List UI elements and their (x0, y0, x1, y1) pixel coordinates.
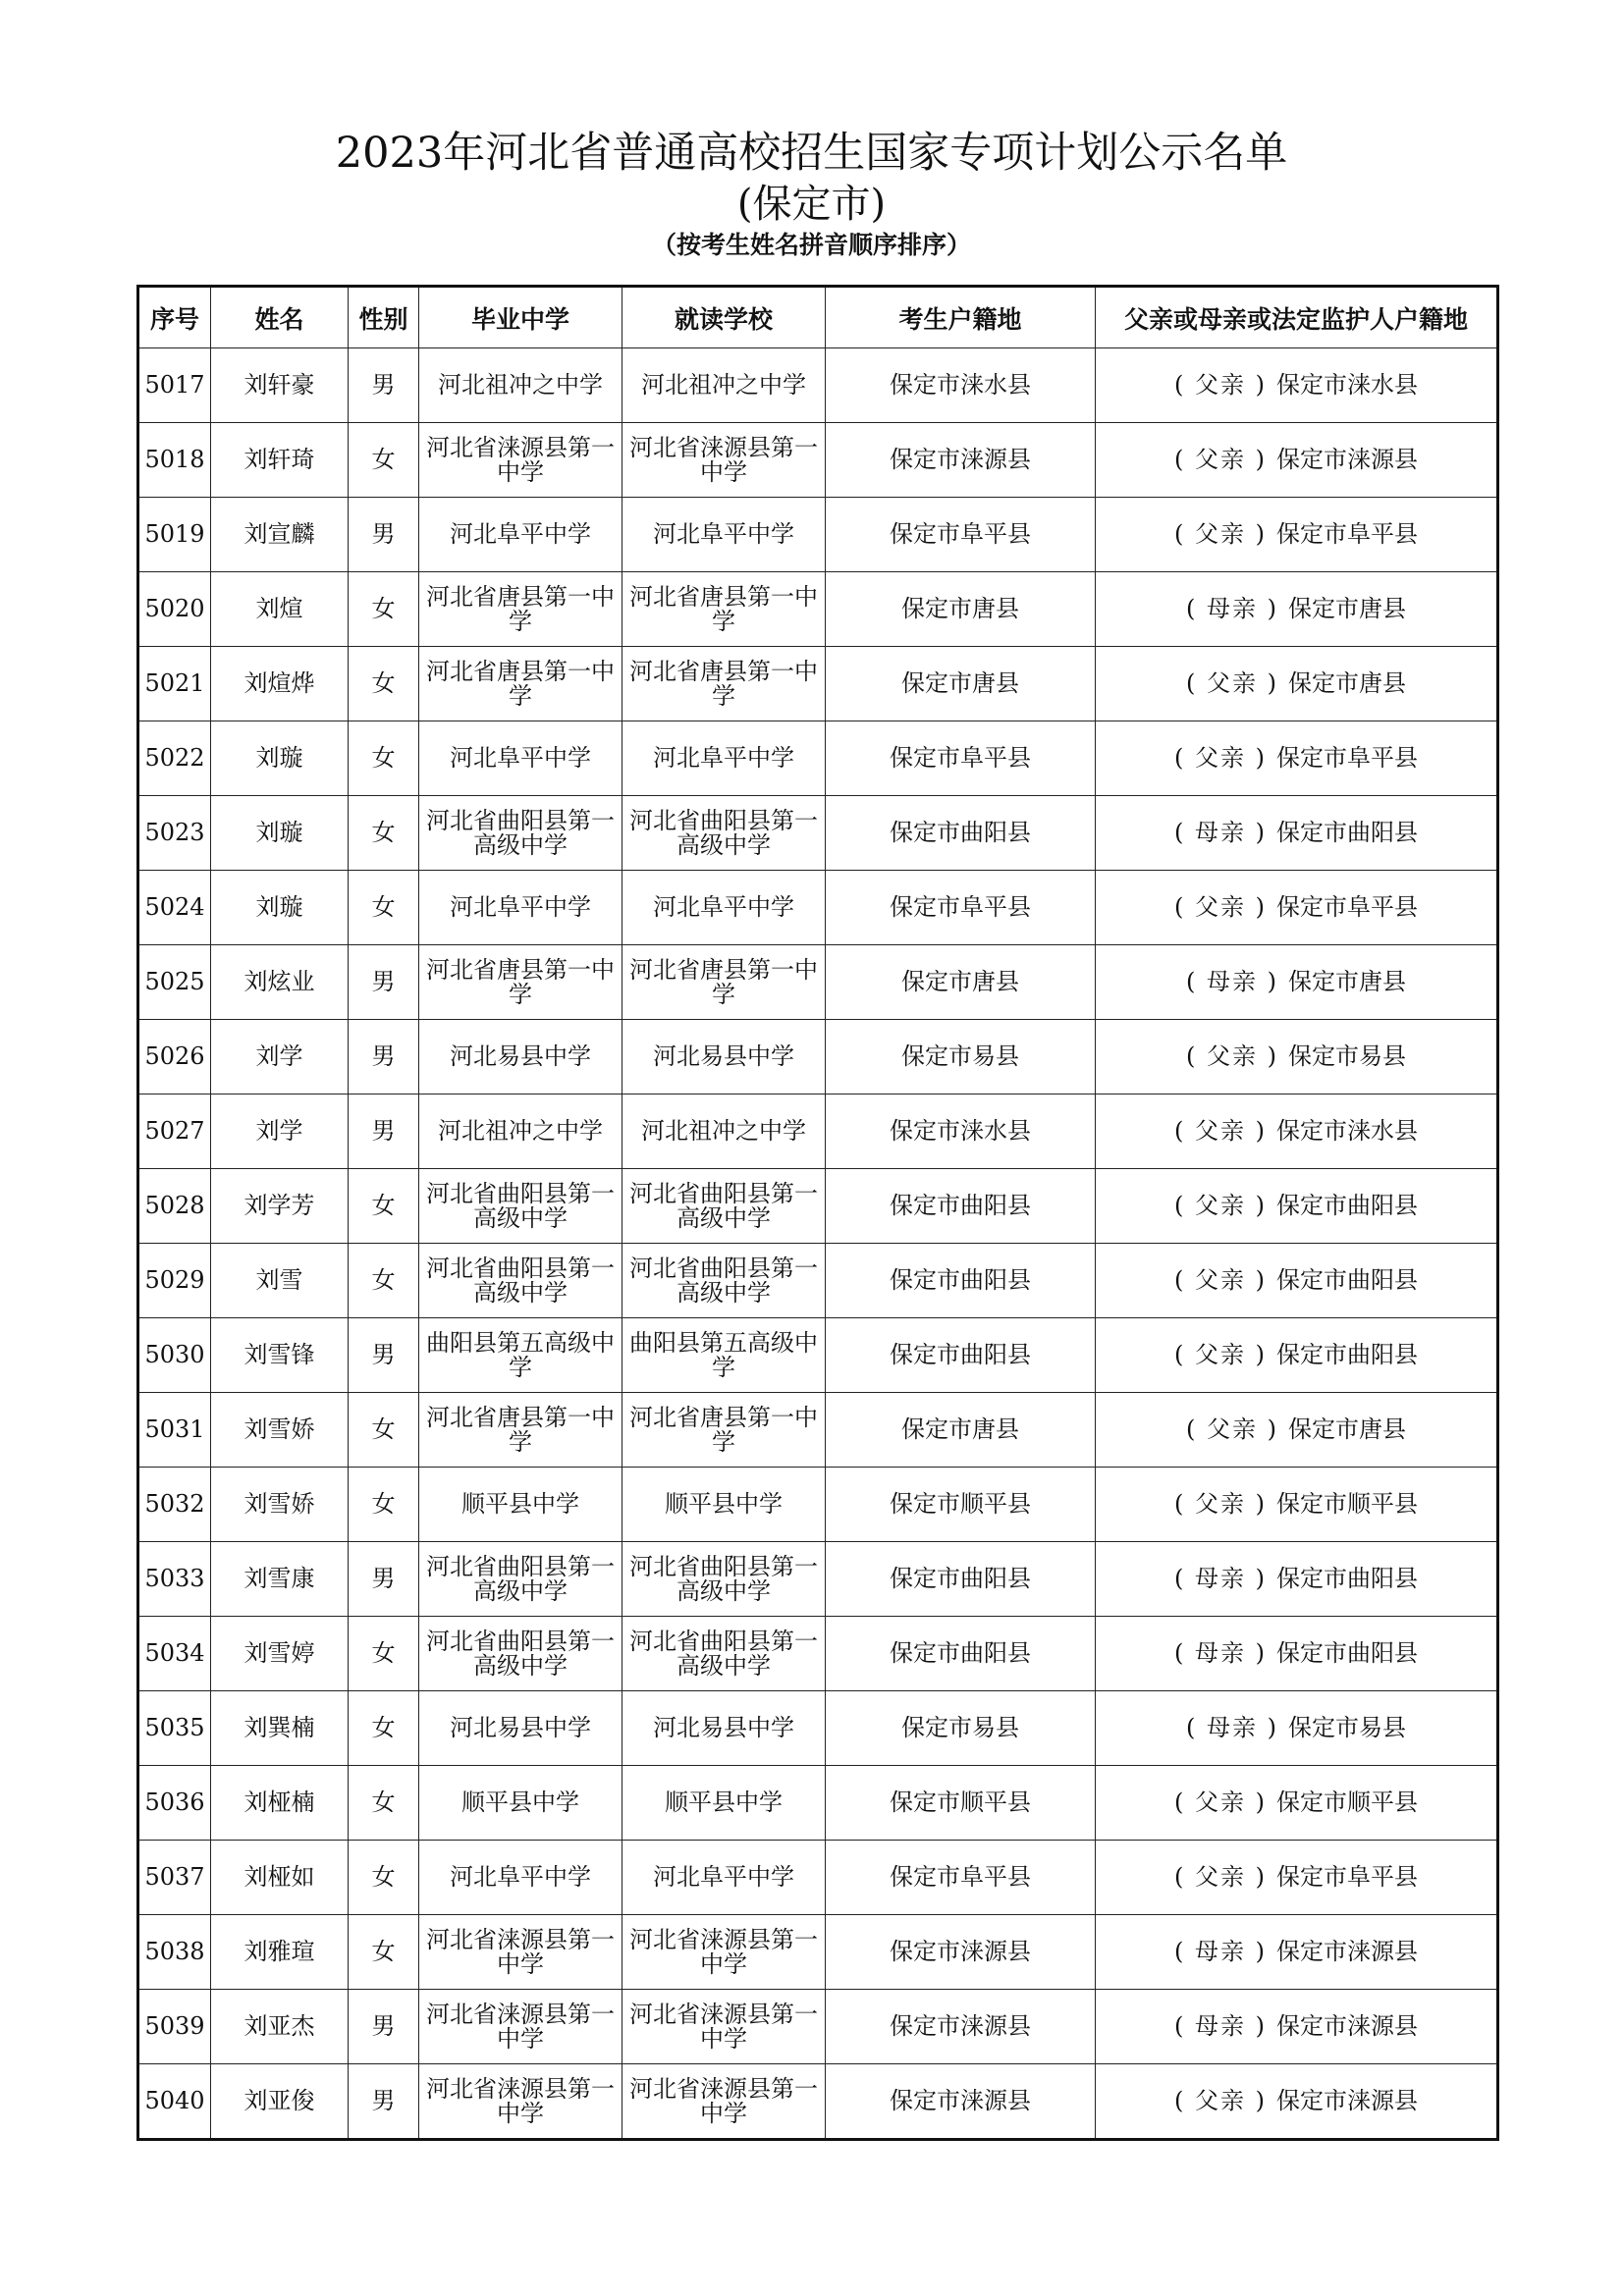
guardian-place: 保定市涞源县 (1275, 1938, 1418, 1965)
current-school-cell: 河北阜平中学 (622, 1841, 826, 1915)
guardian-relation: ( 父亲 ) (1174, 1341, 1267, 1368)
household-cell: 保定市曲阳县 (826, 1169, 1096, 1244)
gender-cell: 女 (349, 1841, 419, 1915)
gender-cell: 女 (349, 1244, 419, 1318)
current-school-cell: 河北省曲阳县第一高级中学 (622, 1169, 826, 1244)
guardian-relation: ( 父亲 ) (1174, 520, 1267, 548)
seq-cell: 5019 (138, 498, 211, 572)
gender-cell: 女 (349, 1468, 419, 1542)
header-name: 姓名 (211, 287, 349, 348)
household-cell: 保定市曲阳县 (826, 796, 1096, 871)
table-row (138, 1542, 1498, 1617)
gender-cell: 男 (349, 1542, 419, 1617)
seq-cell: 5028 (138, 1169, 211, 1244)
guardian-relation: ( 父亲 ) (1174, 1789, 1267, 1816)
seq-cell: 5034 (138, 1617, 211, 1691)
gender-cell: 女 (349, 423, 419, 498)
name-cell: 刘学 (211, 1095, 349, 1169)
guardian-relation: ( 母亲 ) (1186, 1714, 1278, 1741)
guardian-relation: ( 父亲 ) (1174, 1266, 1267, 1294)
guardian-cell (1096, 1020, 1498, 1095)
guardian-relation: ( 父亲 ) (1186, 1415, 1278, 1443)
household-cell: 保定市涞源县 (826, 1990, 1096, 2064)
guardian-relation: ( 父亲 ) (1186, 1042, 1278, 1070)
gender-cell: 男 (349, 2064, 419, 2140)
name-cell: 刘煊烨 (211, 647, 349, 721)
gender-cell: 男 (349, 945, 419, 1020)
header-grad-school: 毕业中学 (419, 287, 622, 348)
name-cell: 刘学 (211, 1020, 349, 1095)
document-subtitle: (保定市) (736, 182, 887, 227)
guardian-relation: ( 母亲 ) (1186, 968, 1278, 995)
household-cell: 保定市曲阳县 (826, 1318, 1096, 1393)
table-row (138, 1393, 1498, 1468)
guardian-cell (1096, 572, 1498, 647)
guardian-cell (1096, 1393, 1498, 1468)
seq-cell: 5024 (138, 871, 211, 945)
guardian-place: 保定市曲阳县 (1275, 1639, 1418, 1667)
guardian-cell (1096, 1617, 1498, 1691)
grad-school-cell: 河北祖冲之中学 (419, 1095, 622, 1169)
gender-cell: 女 (349, 1169, 419, 1244)
grad-school-cell: 河北省涞源县第一中学 (419, 1990, 622, 2064)
gender-cell: 女 (349, 796, 419, 871)
household-cell: 保定市顺平县 (826, 1468, 1096, 1542)
name-cell: 刘璇 (211, 796, 349, 871)
grad-school-cell: 河北阜平中学 (419, 871, 622, 945)
guardian-relation: ( 父亲 ) (1174, 1192, 1267, 1219)
guardian-cell (1096, 1468, 1498, 1542)
gender-cell: 男 (349, 1318, 419, 1393)
grad-school-cell: 河北省涞源县第一中学 (419, 2064, 622, 2140)
household-cell: 保定市唐县 (826, 1393, 1096, 1468)
guardian-place: 保定市曲阳县 (1275, 1341, 1418, 1368)
guardian-cell (1096, 1095, 1498, 1169)
seq-cell: 5027 (138, 1095, 211, 1169)
current-school-cell: 顺平县中学 (622, 1468, 826, 1542)
guardian-cell (1096, 647, 1498, 721)
grad-school-cell: 顺平县中学 (419, 1766, 622, 1841)
name-cell: 刘雪康 (211, 1542, 349, 1617)
table-row (138, 1915, 1498, 1990)
household-cell: 保定市阜平县 (826, 1841, 1096, 1915)
table-row (138, 796, 1498, 871)
name-cell: 刘雅瑄 (211, 1915, 349, 1990)
grad-school-cell: 河北阜平中学 (419, 721, 622, 796)
current-school-cell: 河北易县中学 (622, 1020, 826, 1095)
guardian-relation: ( 父亲 ) (1186, 669, 1278, 697)
seq-cell: 5032 (138, 1468, 211, 1542)
table-row (138, 1095, 1498, 1169)
sort-note: （按考生姓名拼音顺序排序） (651, 231, 971, 259)
name-cell: 刘雪婷 (211, 1617, 349, 1691)
current-school-cell: 河北省涞源县第一中学 (622, 1915, 826, 1990)
table-row (138, 1691, 1498, 1766)
guardian-cell (1096, 871, 1498, 945)
guardian-cell (1096, 348, 1498, 423)
gender-cell: 男 (349, 348, 419, 423)
gender-cell: 男 (349, 498, 419, 572)
guardian-place: 保定市阜平县 (1275, 520, 1418, 548)
guardian-cell (1096, 796, 1498, 871)
gender-cell: 女 (349, 1691, 419, 1766)
seq-cell: 5018 (138, 423, 211, 498)
guardian-place: 保定市易县 (1287, 1042, 1406, 1070)
table-row (138, 348, 1498, 423)
guardian-relation: ( 父亲 ) (1174, 1863, 1267, 1891)
household-cell: 保定市易县 (826, 1020, 1096, 1095)
gender-cell: 男 (349, 1020, 419, 1095)
name-cell: 刘雪娇 (211, 1393, 349, 1468)
seq-cell: 5038 (138, 1915, 211, 1990)
household-cell: 保定市易县 (826, 1691, 1096, 1766)
table-row (138, 1169, 1498, 1244)
grad-school-cell: 河北省曲阳县第一高级中学 (419, 1244, 622, 1318)
current-school-cell: 河北省唐县第一中学 (622, 1393, 826, 1468)
guardian-relation: ( 父亲 ) (1174, 744, 1267, 772)
name-cell: 刘学芳 (211, 1169, 349, 1244)
guardian-place: 保定市顺平县 (1275, 1490, 1418, 1518)
grad-school-cell: 河北省曲阳县第一高级中学 (419, 796, 622, 871)
household-cell: 保定市曲阳县 (826, 1244, 1096, 1318)
guardian-cell (1096, 1766, 1498, 1841)
header-guardian: 父亲或母亲或法定监护人户籍地 (1096, 287, 1498, 348)
table-row (138, 1468, 1498, 1542)
seq-cell: 5020 (138, 572, 211, 647)
name-cell: 刘巽楠 (211, 1691, 349, 1766)
name-cell: 刘雪 (211, 1244, 349, 1318)
seq-cell: 5026 (138, 1020, 211, 1095)
household-cell: 保定市唐县 (826, 647, 1096, 721)
current-school-cell: 河北省唐县第一中学 (622, 945, 826, 1020)
household-cell: 保定市涞水县 (826, 348, 1096, 423)
guardian-place: 保定市阜平县 (1275, 1863, 1418, 1891)
table-row (138, 1020, 1498, 1095)
current-school-cell: 河北祖冲之中学 (622, 1095, 826, 1169)
gender-cell: 女 (349, 1766, 419, 1841)
table-row (138, 1990, 1498, 2064)
guardian-place: 保定市唐县 (1287, 968, 1406, 995)
grad-school-cell: 河北祖冲之中学 (419, 348, 622, 423)
gender-cell: 女 (349, 1915, 419, 1990)
guardian-place: 保定市易县 (1287, 1714, 1406, 1741)
table-row (138, 1318, 1498, 1393)
header-household: 考生户籍地 (826, 287, 1096, 348)
household-cell: 保定市涞源县 (826, 423, 1096, 498)
guardian-place: 保定市曲阳县 (1275, 1192, 1418, 1219)
grad-school-cell: 河北省涞源县第一中学 (419, 1915, 622, 1990)
grad-school-cell: 河北省唐县第一中学 (419, 1393, 622, 1468)
header-seq: 序号 (138, 287, 211, 348)
guardian-relation: ( 母亲 ) (1174, 1938, 1267, 1965)
guardian-cell (1096, 1542, 1498, 1617)
table-row (138, 2064, 1498, 2140)
current-school-cell: 河北阜平中学 (622, 498, 826, 572)
guardian-place: 保定市涞源县 (1275, 2087, 1418, 2114)
seq-cell: 5037 (138, 1841, 211, 1915)
current-school-cell: 曲阳县第五高级中学 (622, 1318, 826, 1393)
seq-cell: 5033 (138, 1542, 211, 1617)
header-current-school: 就读学校 (622, 287, 826, 348)
grad-school-cell: 河北阜平中学 (419, 1841, 622, 1915)
grad-school-cell: 河北省唐县第一中学 (419, 647, 622, 721)
table-row (138, 945, 1498, 1020)
guardian-cell (1096, 1318, 1498, 1393)
grad-school-cell: 河北省涞源县第一中学 (419, 423, 622, 498)
table-row (138, 572, 1498, 647)
guardian-cell (1096, 1169, 1498, 1244)
household-cell: 保定市曲阳县 (826, 1617, 1096, 1691)
header-gender: 性别 (349, 287, 419, 348)
guardian-place: 保定市曲阳县 (1275, 1565, 1418, 1592)
current-school-cell: 河北省唐县第一中学 (622, 572, 826, 647)
guardian-place: 保定市涞源县 (1275, 2012, 1418, 2040)
gender-cell: 男 (349, 1095, 419, 1169)
guardian-relation: ( 父亲 ) (1174, 446, 1267, 473)
guardian-relation: ( 父亲 ) (1174, 1490, 1267, 1518)
seq-cell: 5040 (138, 2064, 211, 2140)
seq-cell: 5021 (138, 647, 211, 721)
name-cell: 刘炫业 (211, 945, 349, 1020)
table-row (138, 498, 1498, 572)
guardian-relation: ( 父亲 ) (1174, 893, 1267, 921)
grad-school-cell: 顺平县中学 (419, 1468, 622, 1542)
grad-school-cell: 曲阳县第五高级中学 (419, 1318, 622, 1393)
gender-cell: 女 (349, 572, 419, 647)
household-cell: 保定市唐县 (826, 572, 1096, 647)
household-cell: 保定市曲阳县 (826, 1542, 1096, 1617)
seq-cell: 5029 (138, 1244, 211, 1318)
current-school-cell: 河北省曲阳县第一高级中学 (622, 1244, 826, 1318)
guardian-cell (1096, 721, 1498, 796)
guardian-cell (1096, 1244, 1498, 1318)
guardian-cell (1096, 1990, 1498, 2064)
gender-cell: 女 (349, 1393, 419, 1468)
table-row (138, 647, 1498, 721)
seq-cell: 5039 (138, 1990, 211, 2064)
household-cell: 保定市阜平县 (826, 721, 1096, 796)
roster-table (136, 285, 1499, 2141)
name-cell: 刘宣麟 (211, 498, 349, 572)
guardian-place: 保定市曲阳县 (1275, 819, 1418, 846)
grad-school-cell: 河北阜平中学 (419, 498, 622, 572)
guardian-cell (1096, 945, 1498, 1020)
guardian-place: 保定市涞水县 (1275, 1117, 1418, 1145)
household-cell: 保定市阜平县 (826, 498, 1096, 572)
current-school-cell: 河北省曲阳县第一高级中学 (622, 796, 826, 871)
guardian-relation: ( 母亲 ) (1174, 2012, 1267, 2040)
seq-cell: 5030 (138, 1318, 211, 1393)
guardian-relation: ( 父亲 ) (1174, 371, 1267, 399)
current-school-cell: 顺平县中学 (622, 1766, 826, 1841)
guardian-relation: ( 父亲 ) (1174, 2087, 1267, 2114)
grad-school-cell: 河北易县中学 (419, 1691, 622, 1766)
guardian-place: 保定市涞水县 (1275, 371, 1418, 399)
seq-cell: 5036 (138, 1766, 211, 1841)
guardian-place: 保定市唐县 (1287, 1415, 1406, 1443)
name-cell: 刘煊 (211, 572, 349, 647)
guardian-relation: ( 母亲 ) (1174, 1565, 1267, 1592)
gender-cell: 女 (349, 871, 419, 945)
gender-cell: 女 (349, 647, 419, 721)
guardian-place: 保定市曲阳县 (1275, 1266, 1418, 1294)
household-cell: 保定市阜平县 (826, 871, 1096, 945)
grad-school-cell: 河北易县中学 (419, 1020, 622, 1095)
guardian-cell (1096, 1915, 1498, 1990)
name-cell: 刘亚杰 (211, 1990, 349, 2064)
table-row (138, 1244, 1498, 1318)
guardian-cell (1096, 1841, 1498, 1915)
gender-cell: 女 (349, 721, 419, 796)
current-school-cell: 河北省曲阳县第一高级中学 (622, 1617, 826, 1691)
grad-school-cell: 河北省曲阳县第一高级中学 (419, 1542, 622, 1617)
guardian-cell (1096, 498, 1498, 572)
name-cell: 刘璇 (211, 871, 349, 945)
name-cell: 刘轩豪 (211, 348, 349, 423)
name-cell: 刘雪锋 (211, 1318, 349, 1393)
document-title: 2023年河北省普通高校招生国家专项计划公示名单 (335, 129, 1288, 178)
current-school-cell: 河北易县中学 (622, 1691, 826, 1766)
seq-cell: 5035 (138, 1691, 211, 1766)
guardian-cell (1096, 423, 1498, 498)
current-school-cell: 河北省涞源县第一中学 (622, 1990, 826, 2064)
guardian-cell (1096, 2064, 1498, 2140)
name-cell: 刘璇 (211, 721, 349, 796)
table-row (138, 721, 1498, 796)
table-header-row (138, 287, 1498, 348)
current-school-cell: 河北阜平中学 (622, 721, 826, 796)
name-cell: 刘轩琦 (211, 423, 349, 498)
seq-cell: 5031 (138, 1393, 211, 1468)
guardian-cell (1096, 1691, 1498, 1766)
name-cell: 刘桠楠 (211, 1766, 349, 1841)
household-cell: 保定市唐县 (826, 945, 1096, 1020)
current-school-cell: 河北祖冲之中学 (622, 348, 826, 423)
grad-school-cell: 河北省唐县第一中学 (419, 945, 622, 1020)
current-school-cell: 河北省唐县第一中学 (622, 647, 826, 721)
guardian-place: 保定市顺平县 (1275, 1789, 1418, 1816)
table-row (138, 1841, 1498, 1915)
seq-cell: 5023 (138, 796, 211, 871)
grad-school-cell: 河北省唐县第一中学 (419, 572, 622, 647)
current-school-cell: 河北省涞源县第一中学 (622, 423, 826, 498)
grad-school-cell: 河北省曲阳县第一高级中学 (419, 1169, 622, 1244)
guardian-relation: ( 父亲 ) (1174, 1117, 1267, 1145)
table-row (138, 423, 1498, 498)
gender-cell: 男 (349, 1990, 419, 2064)
seq-cell: 5022 (138, 721, 211, 796)
household-cell: 保定市涞源县 (826, 2064, 1096, 2140)
guardian-place: 保定市阜平县 (1275, 744, 1418, 772)
household-cell: 保定市涞水县 (826, 1095, 1096, 1169)
current-school-cell: 河北阜平中学 (622, 871, 826, 945)
guardian-relation: ( 母亲 ) (1174, 1639, 1267, 1667)
household-cell: 保定市顺平县 (826, 1766, 1096, 1841)
grad-school-cell: 河北省曲阳县第一高级中学 (419, 1617, 622, 1691)
name-cell: 刘雪娇 (211, 1468, 349, 1542)
seq-cell: 5025 (138, 945, 211, 1020)
current-school-cell: 河北省涞源县第一中学 (622, 2064, 826, 2140)
current-school-cell: 河北省曲阳县第一高级中学 (622, 1542, 826, 1617)
gender-cell: 女 (349, 1617, 419, 1691)
guardian-place: 保定市唐县 (1287, 595, 1406, 622)
table-body (138, 348, 1498, 2140)
guardian-place: 保定市阜平县 (1275, 893, 1418, 921)
guardian-relation: ( 母亲 ) (1174, 819, 1267, 846)
guardian-relation: ( 母亲 ) (1186, 595, 1278, 622)
seq-cell: 5017 (138, 348, 211, 423)
table-row (138, 1766, 1498, 1841)
table-row (138, 1617, 1498, 1691)
guardian-place: 保定市涞源县 (1275, 446, 1418, 473)
name-cell: 刘亚俊 (211, 2064, 349, 2140)
household-cell: 保定市涞源县 (826, 1915, 1096, 1990)
guardian-place: 保定市唐县 (1287, 669, 1406, 697)
name-cell: 刘桠如 (211, 1841, 349, 1915)
table-row (138, 871, 1498, 945)
